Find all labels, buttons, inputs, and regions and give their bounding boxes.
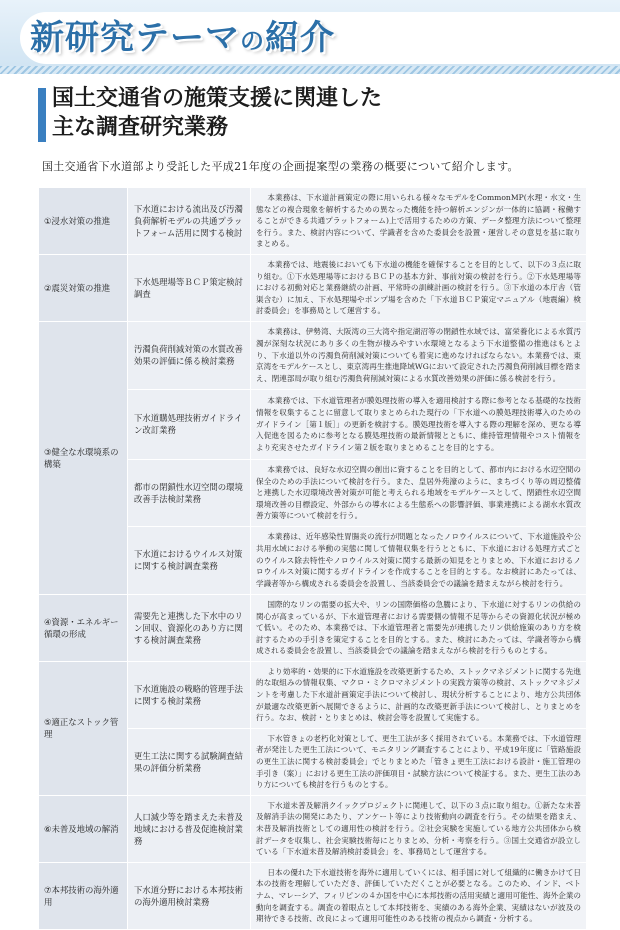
category-cell: ③健全な水環境系の構築: [39, 321, 128, 594]
project-desc-text: 本業務は、下水道計画策定の際に用いられる様々なモデルをCommonMP(水理・水文・生態などの複合現象を解析するための異なった機能を持つ解析エンジンが一体的に協調・稼働することができる共通プラットフォーム)上で活用するための方策、データ整理方法について整理を行う。また、検討内容について、学識者を含めた委員会を設置・運営しその意見を基に取りまとめる。: [256, 193, 581, 249]
banner-title: [30, 14, 335, 65]
projects-table: [38, 187, 587, 930]
project-title-cell: 下水道購処理技術ガイドライン改訂業務: [128, 389, 251, 459]
banner-title-particle: の: [240, 27, 265, 55]
table-row: [39, 254, 587, 321]
banner: [0, 0, 620, 74]
banner-title-main: 新研究テーマ: [30, 18, 240, 58]
table-row: [39, 862, 587, 929]
project-desc-text: 本業務は、伊勢湾、大阪湾の三大湾や指定湖沼等の閉鎖性水域では、富栄養化による水質汚濁が深刻な状況にあり多くの生物が棲みやすい水環境となるよう下水道整備の推進はもとより、下水道以外の汚濁負荷削減対策についても着実に進めなければならない。本業務では、東京湾をモデルケースとし、東京湾再生推進降域WGにおいて設定された汚濁負荷削減目標を踏まえ、閉連部局が取り組む汚濁負荷削減対策による水質改善効果の評価に係る検討を行う。: [256, 327, 581, 383]
table-row: [39, 321, 587, 389]
category-cell: ①浸水対策の推進: [39, 188, 128, 255]
project-desc-cell: [251, 321, 587, 389]
project-desc-text: 日本の優れた下水道技術を海外に適用していくには、相手国に対して組織的に働きかけて日本の技術を理解していただき、評価していただくことが必要となる。このため、インド、ベトナム、マレーシア、フィリピンの４か国を中心に本邦技術の活用実績と適用可能性、海外企業の動向を調査する。調査の着眼点として本邦技術を、実績のある海外企業、実績はないが波及の期待できる技術、改良によって適用可能性のある技術の視点から調査・分析する。: [256, 867, 582, 924]
category-cell: ⑥未普及地域の解消: [39, 795, 128, 862]
project-desc-text: 本業務では、下水道管理者が膜処理技術の導入を適用検討する際に参考となる基礎的な技術情報を収集することに留意して取りまとめられた現行の「下水道への膜処理技術導入のためのガイドライン［第１版］」の更新を検討する。膜処理技術を導入する際の理解を深め、更なる導入促進を図るために参考となる膜処理技術の最新情報とともに、維持管理情報やコスト情報をより充実させたガイドライン第２版を取りまとめることを目的とする。: [256, 396, 581, 452]
project-desc-cell: [251, 795, 587, 862]
project-desc-cell: [251, 594, 587, 661]
project-desc-text: 国際的なリンの需要の拡大や、リンの国際価格の急騰により、下水道に対するリンの供給の関心が高まっているが、下水道管理者における需要側の情報不足等からその資源化状況が極めて低い。そのため、本業務では、下水道管理者と需要先が連携したリン供給施策のあり方を検討するための手引きを策定することを目的とする。また、検討にあたっては、学識者等から構成される委員会を設置し、当該委員会での議論を踏まえながら検討を行うものとする。: [256, 599, 581, 656]
heading-line-2: 主な調査研究業務: [52, 115, 229, 140]
project-title-cell: 下水道におけるウイルス対策に関する検討調査業務: [128, 526, 251, 594]
category-cell: ⑦本邦技術の海外適用: [39, 862, 128, 929]
table-row: [39, 795, 587, 862]
table-row: [39, 661, 587, 728]
project-desc-cell: [251, 862, 587, 929]
heading-line-1: 国土交通省の施策支援に関連した: [52, 86, 383, 111]
table-row: [39, 594, 587, 661]
project-title-cell: 人口減少等を踏まえた未普及地域における普及促進検討業務: [128, 795, 251, 862]
page-heading: [52, 84, 382, 142]
project-title-cell: 都市の閉鎖性水辺空間の環境改善手法検討業務: [128, 459, 251, 526]
project-desc-cell: [251, 188, 587, 255]
project-desc-text: 本業務では、地震後においても下水道の機能を確保することを目的として、以下の３点に取り組む。①下水処理場等におけるＢＣＰの基本方針、事前対策の検討を行う。②下水処理場等における初動対応と業務継続の計画、平常時の訓練計画の検討を行う。③下水道の本庁舎（管渠含む）に加え、下水処理場やポンプ場を含めた「下水道ＢＣＰ策定マニュアル（地震編）検討委員会」を事務局として運営する。: [256, 259, 581, 316]
project-desc-text: 下水管きょの老朽化対策として、更生工法が多く採用されている。本業務では、下水道管理者が発注した更生工法について、モニタリング調査することにより、平成19年度に「管路施設の更生工法に関する検討委員会」でとりまとめた「管きょ更生工法における設計・施工管理の手引き（案）」における更生工法の評価項目・試験方法について検証する。また、更生工法のあり方についても検討を行うものとする。: [256, 733, 581, 790]
intro-text: 国土交通省下水道部より受託した平成21年度の企画提案型の業務の概要について紹介します。: [42, 160, 519, 173]
project-desc-text: 下水道未普及解消クイックプロジェクトに関連して、以下の３点に取り組む。①新たな未普及解消手法の開発にあたり、アンケート等により技術動向の調査を行う。その結果を踏まえ、未普及解消技術としての適用性の検討を行う。②社会実験を実施している地方公共団体から検討データを収集し、社会実験技術毎にとりまとめ、分析・考察を行う。③国土交通省が設立している「下水道未普及解消検討委員会」を、事務局として運営する。: [256, 800, 581, 857]
project-desc-cell: [251, 526, 587, 594]
project-desc-cell: [251, 661, 587, 728]
project-desc-cell: [251, 728, 587, 795]
banner-stripe: [0, 66, 620, 74]
project-title-cell: 下水道施設の戦略的管理手法に関する検討業務: [128, 661, 251, 728]
project-title-cell: 汚濁負荷削減対策の水質改善効果の評価に係る検討業務: [128, 321, 251, 389]
project-desc-text: 本業務では、良好な水辺空間の創出に資することを目的として、都市内における水辺空間の保全のための手法について検討を行う。また、皇居外苑濠のように、まちづくり等の周辺整備と連携した水辺環境改善対策が可能と考えられる地域をモデルケースとして、閉鎖性水辺空間環境改善の目標設定、外部からの導水による生態系への影響評価、事業連携による湖水水質改善方策等について検討を行う。: [256, 464, 581, 521]
project-title-cell: 下水道分野における本邦技術の海外適用検討業務: [128, 862, 251, 929]
project-title-cell: 更生工法に関する試験調査結果の評価分析業務: [128, 728, 251, 795]
project-desc-text: より効率的・効果的に下水道施設を改築更新するため、ストックマネジメントに関する先進的な取組みの情報収集、マクロ・ミクロマネジメントの実践方策等の検討、ストックマネジメントを考慮した下水道計画策定手法について検討し、現状分析することにより、地方公共団体が最適な改築更新へ展開できるように、計画的な改築更新手法について検討し、とりまとめを行う。なお、検討・とりまとめは、検討会等を設置して実施する。: [256, 666, 581, 723]
project-title-cell: 下水処理場等ＢＣＰ策定検討調査: [128, 254, 251, 321]
category-cell: ⑤適正なストック管理: [39, 661, 128, 795]
project-desc-cell: [251, 389, 587, 459]
category-cell: ②震災対策の推進: [39, 254, 128, 321]
banner-title-end: 紹介: [265, 18, 335, 58]
heading-accent-bar: [38, 88, 46, 142]
projects-table-wrap: [38, 187, 587, 930]
project-title-cell: 下水道における流出及び汚濁負荷解析モデルの共通プラットフォーム活用に関する検討: [128, 188, 251, 255]
category-cell: ④資源・エネルギー循環の形成: [39, 594, 128, 661]
project-desc-cell: [251, 254, 587, 321]
project-desc-text: 本業務は、近年感染性胃腸炎の流行が問題となったノロウイルスについて、下水道施設や公共用水域における挙動の実態に関して情報収集を行うとともに、下水道における処理方式ごとのウイルス除去特性やノロウイルス対策に関する最新の知見をとりまとめ、下水道におけるノロウイルス対策に関するガイドラインを作成することを目的とする。なお検討にあたっては、学識者等から構成される委員会を設置し、当該委員会での議論を踏まえながら検討を行う。: [256, 532, 581, 588]
table-row: [39, 188, 587, 255]
project-desc-cell: [251, 459, 587, 526]
project-title-cell: 需要先と連携した下水中のリン回収、資源化のあり方に関する検討調査業務: [128, 594, 251, 661]
